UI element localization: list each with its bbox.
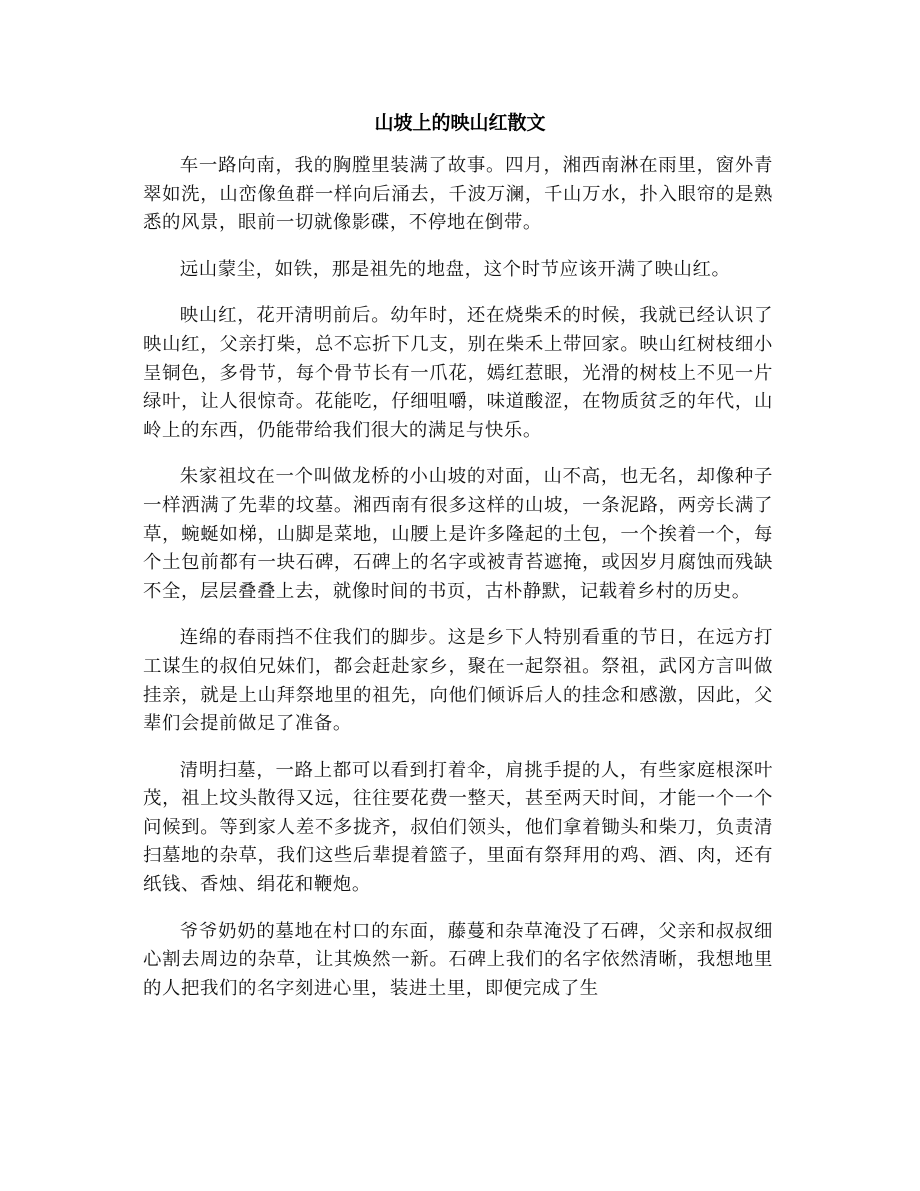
paragraph: 远山蒙尘，如铁，那是祖先的地盘，这个时节应该开满了映山红。 bbox=[179, 258, 731, 280]
document-body bbox=[143, 152, 773, 1021]
paragraph: 朱家祖坟在一个叫做龙桥的小山坡的对面，山不高，也无名，却像种子一样洒满了先辈的坟墓。湘西南有很多这样的山坡，一条泥路，两旁长满了草，蜿蜒如梯，山脚是菜地，山腰上是许多隆起的土包，一个挨着一个，每个土包前都有一块石碑，石碑上的名字或被青苔遮掩，或因岁月腐蚀而残缺不全，层层叠叠上去，就像时间的书页，古朴静默，记载着乡村的历史。 bbox=[143, 466, 773, 602]
paragraph: 清明扫墓，一路上都可以看到打着伞，肩挑手提的人，有些家庭根深叶茂，祖上坟头散得又远，往往要花费一整天，甚至两天时间，才能一个一个问候到。等到家人差不多拢齐，叔伯们领头，他们拿着锄头和柴刀，负责清扫墓地的杂草，我们这些后辈提着篮子，里面有祭拜用的鸡、酒、肉，还有纸钱、香烛、绢花和鞭炮。 bbox=[143, 759, 773, 896]
paragraph: 映山红，花开清明前后。幼年时，还在烧柴禾的时候，我就已经认识了映山红，父亲打柴，总不忘折下几支，别在柴禾上带回家。映山红树枝细小呈铜色，多骨节，每个骨节长有一爪花，嫣红惹眼，光滑的树枝上不见一片绿叶，让人很惊奇。花能吃，仔细咀嚼，味道酸涩，在物质贫乏的年代，山岭上的东西，仍能带给我们很大的满足与快乐。 bbox=[143, 305, 773, 441]
paragraph: 爷爷奶奶的墓地在村口的东面，藤蔓和杂草淹没了石碑，父亲和叔叔细心割去周边的杂草，让其焕然一新。石碑上我们的名字依然清晰，我想地里的人把我们的名字刻进心里，装进土里，即便完成了生 bbox=[143, 920, 773, 999]
paragraph: 连绵的春雨挡不住我们的脚步。这是乡下人特别看重的节日，在远方打工谋生的叔伯兄妹们，都会赶赴家乡，聚在一起祭祖。祭祖，武冈方言叫做挂亲，就是上山拜祭地里的祖先，向他们倾诉后人的挂念和感激，因此，父辈们会提前做足了准备。 bbox=[143, 627, 773, 735]
paragraph: 车一路向南，我的胸膛里装满了故事。四月，湘西南淋在雨里，窗外青翠如洗，山峦像鱼群一样向后涌去，千波万澜，千山万水，扑入眼帘的是熟悉的风景，眼前一切就像影碟，不停地在倒带。 bbox=[143, 155, 773, 234]
document-title: 山坡上的映山红散文 bbox=[374, 112, 546, 134]
